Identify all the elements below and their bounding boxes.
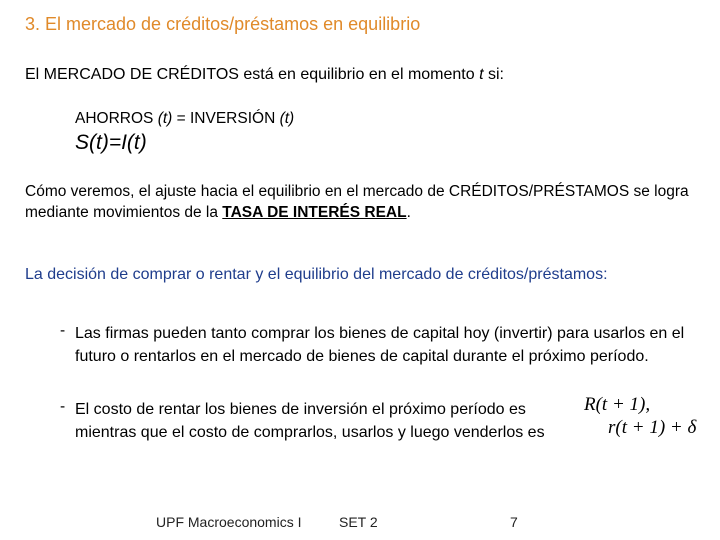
equation-savings-time: (t) xyxy=(157,110,173,127)
equilibrium-condition-intro xyxy=(25,66,504,84)
equation-symbols: S(t)=I(t) xyxy=(75,131,147,154)
purchase-cost-expression: r(t + 1) + δ xyxy=(608,417,697,438)
footer-set: SET 2 xyxy=(339,514,378,530)
real-interest-rate-emphasis: TASA DE INTERÉS REAL xyxy=(222,204,407,221)
bullet-line: El costo de rentar los bienes de inversión el próximo período es xyxy=(75,401,526,418)
bullet-firms-buy-or-rent: Las firmas pueden tanto comprar los bienes de capital hoy (invertir) para usarlos en el futuro o rentarlos en el mercado de bienes de capital durante el próximo período. xyxy=(75,325,685,365)
bullet-marker: - xyxy=(60,322,66,339)
bullet-marker: - xyxy=(60,398,66,415)
equation-words xyxy=(75,110,294,128)
intro-text-a: El MERCADO DE CRÉDITOS está en equilibrio en el momento xyxy=(25,66,480,83)
footer-course: UPF Macroeconomics I xyxy=(156,514,302,530)
intro-time-variable: t xyxy=(479,66,484,83)
rental-cost-expression: R(t + 1), xyxy=(584,394,651,415)
intro-text-b: si: xyxy=(483,66,504,83)
equation-savings-label: AHORROS xyxy=(75,110,158,127)
equation-investment-label: = INVERSIÓN xyxy=(172,110,280,127)
adjustment-paragraph xyxy=(25,181,705,223)
bullet-line: mientras que el costo de comprarlos, usarlos y luego venderlos es xyxy=(75,424,545,441)
bullet-rental-vs-purchase-cost xyxy=(75,398,545,444)
equation-investment-time: (t) xyxy=(279,110,295,127)
paragraph-end: . xyxy=(406,204,411,221)
paragraph-text: Cómo veremos, el ajuste hacia el equilibrio en el mercado de CRÉDITOS/PRÉSTAMOS se logra mediante movimientos de la xyxy=(25,183,689,221)
slide-title: 3. El mercado de créditos/préstamos en equilibrio xyxy=(25,14,421,34)
footer-page-number: 7 xyxy=(510,514,518,530)
decision-heading: La decisión de comprar o rentar y el equilibrio del mercado de créditos/préstamos: xyxy=(25,266,608,283)
